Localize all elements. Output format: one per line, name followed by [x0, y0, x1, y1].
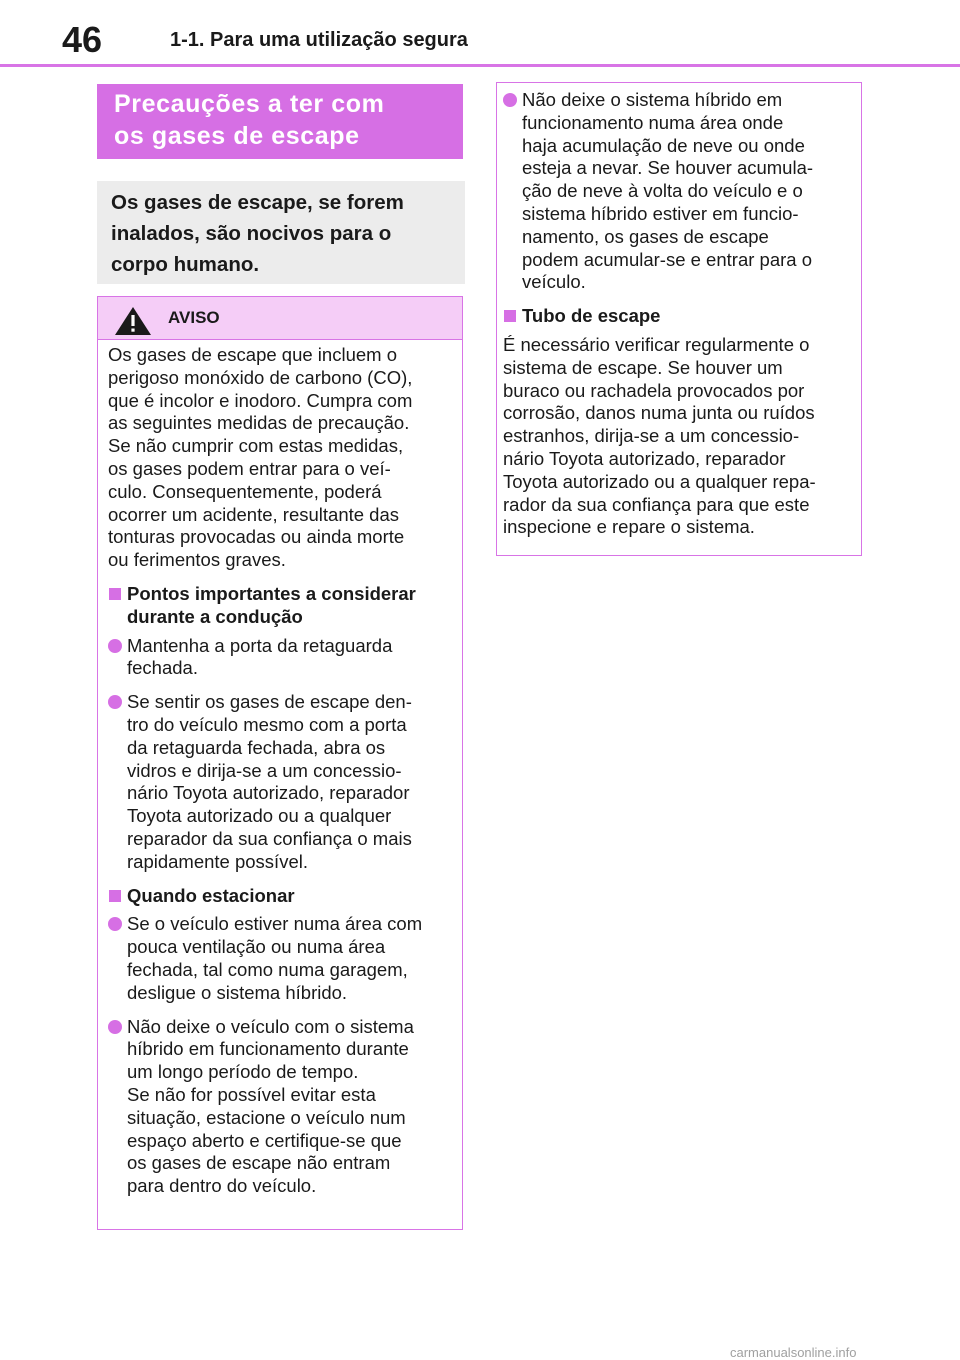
text-line: da retaguarda fechada, abra os — [127, 736, 386, 758]
text-line: ou ferimentos graves. — [108, 549, 286, 571]
round-bullet-icon — [108, 1020, 122, 1034]
text-line: ção de neve à volta do veículo e o — [522, 180, 803, 202]
text-line: vidros e dirija-se a um concessio- — [127, 759, 402, 781]
text-line: Mantenha a porta da retaguarda — [127, 634, 393, 656]
text-line: pouca ventilação ou numa área — [127, 936, 386, 958]
text-line: corrosão, danos numa junta ou ruídos — [503, 402, 815, 424]
text-line: fechada, tal como numa garagem, — [127, 958, 408, 980]
exhaust-pipe-paragraph — [503, 334, 851, 539]
topic-title-line: os gases de escape — [114, 122, 360, 150]
subsection-heading — [503, 305, 851, 328]
text-line: sistema híbrido estiver em funcio- — [522, 202, 799, 224]
text-line: haja acumulação de neve ou onde — [522, 134, 805, 156]
header-divider — [0, 64, 960, 67]
text-line: fechada. — [127, 657, 198, 679]
warning-intro-paragraph — [108, 344, 452, 572]
warning-box-continued — [496, 82, 862, 556]
warning-triangle-icon — [114, 306, 152, 336]
warning-box — [97, 296, 463, 1230]
round-bullet-icon — [108, 639, 122, 653]
text-line: nário Toyota autorizado, reparador — [503, 447, 786, 469]
text-line: estranhos, dirija-se a um concessio- — [503, 425, 800, 447]
subsection-heading — [108, 885, 452, 908]
text-line: Se não cumprir com estas medidas, — [108, 435, 404, 457]
round-bullet-icon — [503, 93, 517, 107]
intro-line: inalados, são nocivos para o — [111, 222, 392, 245]
text-line: Toyota autorizado ou a qualquer repa- — [503, 470, 816, 492]
square-bullet-icon — [109, 890, 121, 902]
page-number: 46 — [62, 19, 103, 60]
text-line: culo. Consequentemente, poderá — [108, 480, 382, 502]
bullet-item — [108, 691, 452, 873]
text-line: inspecione e repare o sistema. — [503, 516, 755, 538]
heading-line: Pontos importantes a considerar — [127, 582, 416, 604]
square-bullet-icon — [504, 310, 516, 322]
text-line: situação, estacione o veículo num — [127, 1106, 406, 1128]
text-line: Toyota autorizado ou a qualquer — [127, 805, 392, 827]
text-line: perigoso monóxido de carbono (CO), — [108, 366, 413, 388]
text-line: Não deixe o veículo com o sistema — [127, 1015, 414, 1037]
text-line: híbrido em funcionamento durante — [127, 1038, 409, 1060]
text-line: reparador da sua confiança o mais — [127, 827, 412, 849]
text-line: Não deixe o sistema híbrido em — [522, 89, 783, 110]
text-line: Os gases de escape que incluem o — [108, 344, 397, 365]
text-line: que é incolor e inodoro. Cumpra com — [108, 389, 413, 411]
page-header — [0, 0, 960, 66]
text-line: os gases podem entrar para o veí- — [108, 457, 391, 479]
text-line: ocorrer um acidente, resultante das — [108, 503, 400, 525]
text-line: Se sentir os gases de escape den- — [127, 691, 412, 713]
text-line: para dentro do veículo. — [127, 1175, 317, 1197]
text-line: funcionamento numa área onde — [522, 111, 784, 133]
topic-title-line: Precauções a ter com — [114, 90, 385, 118]
text-line: espaço aberto e certifique-se que — [127, 1129, 402, 1151]
square-bullet-icon — [109, 588, 121, 600]
text-line: Se não for possível evitar esta — [127, 1083, 376, 1105]
text-line: podem acumular-se e entrar para o — [522, 248, 812, 270]
subsection-heading — [108, 583, 452, 629]
text-line: desligue o sistema híbrido. — [127, 981, 348, 1003]
text-line: buraco ou rachadela provocados por — [503, 379, 805, 401]
text-line: É necessário verificar regularmente o — [503, 333, 810, 355]
text-line: nário Toyota autorizado, reparador — [127, 782, 410, 804]
section-title: 1-1. Para uma utilização segura — [170, 29, 468, 51]
text-line: sistema de escape. Se houver um — [503, 356, 783, 378]
round-bullet-icon — [108, 917, 122, 931]
intro-summary-box — [97, 181, 465, 284]
warning-body — [98, 340, 462, 1198]
text-line: tonturas provocadas ou ainda morte — [108, 526, 405, 548]
intro-line: Os gases de escape, se forem — [111, 191, 404, 214]
heading-line: Tubo de escape — [522, 305, 661, 327]
bullet-item — [108, 913, 452, 1004]
bullet-item — [503, 89, 851, 294]
heading-line: Quando estacionar — [127, 884, 295, 906]
warning-header — [98, 297, 462, 340]
bullet-item — [108, 635, 452, 681]
text-line: os gases de escape não entram — [127, 1152, 391, 1174]
text-line: veículo. — [522, 271, 586, 293]
text-line: esteja a nevar. Se houver acumula- — [522, 157, 814, 179]
intro-line: corpo humano. — [111, 253, 260, 276]
warning-label: AVISO — [168, 308, 220, 327]
watermark-text: carmanualsonline.info — [730, 1345, 857, 1360]
text-line: rapidamente possível. — [127, 850, 308, 872]
bullet-item — [108, 1016, 452, 1198]
heading-line: durante a condução — [127, 605, 303, 627]
text-line: um longo período de tempo. — [127, 1061, 359, 1083]
text-line: rador da sua confiança para que este — [503, 493, 810, 515]
text-line: Se o veículo estiver numa área com — [127, 913, 423, 935]
round-bullet-icon — [108, 695, 122, 709]
text-line: namento, os gases de escape — [522, 225, 769, 247]
text-line: tro do veículo mesmo com a porta — [127, 713, 407, 735]
text-line: as seguintes medidas de precaução. — [108, 412, 410, 434]
topic-title-box — [97, 84, 463, 159]
